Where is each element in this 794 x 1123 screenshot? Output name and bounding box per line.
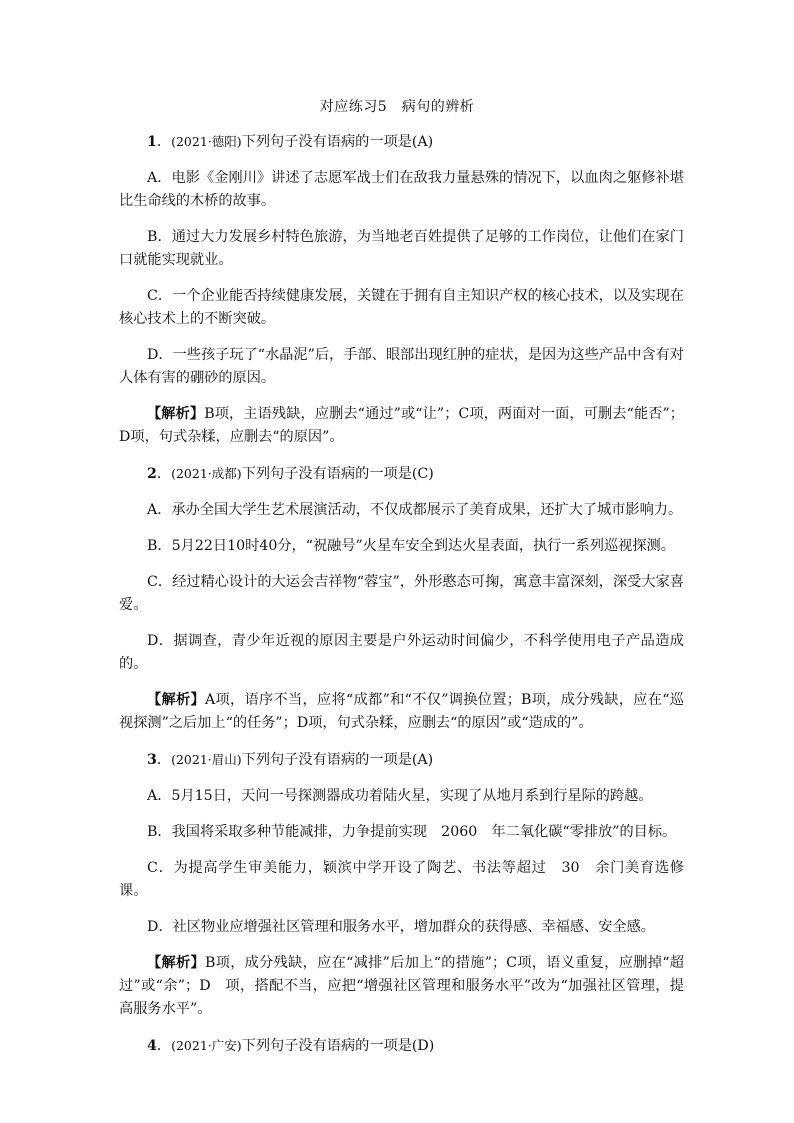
analysis-label: 【解析】 xyxy=(147,955,205,971)
question-text: 下列句子没有语病的一项是(C) xyxy=(241,466,434,482)
question-1-stem: 1．(2021·德阳)下列句子没有语病的一项是(A) xyxy=(147,134,434,150)
option-d: D．据调查，青少年近视的原因主要是户外运动时间偏少，不科学使用电子产品造成的。 xyxy=(119,633,684,672)
question-number: 3 xyxy=(147,752,157,768)
analysis-text: B项，成分残缺，应在“减排”后加上“的措施”；C项，语义重复，应删掉“超过”或“余”；D 项，搭配不当，应把“增强社区管理和服务水平”改为“加强社区管理，提高服务水平”。 xyxy=(119,955,684,1017)
question-number: 2 xyxy=(147,466,157,482)
question-3-stem: 3．(2021·眉山)下列句子没有语病的一项是(A) xyxy=(147,752,434,768)
question-source: (2021·眉山) xyxy=(171,752,242,767)
option-b: B．5月22日10时40分，“祝融号”火星车安全到达火星表面，执行一系列巡视探测。 xyxy=(147,538,675,554)
question-source: (2021·成都) xyxy=(171,466,242,481)
option-c: C．为提高学生审美能力，颖滨中学开设了陶艺、书法等超过 30 余门美育选修课。 xyxy=(119,860,684,899)
question-1-analysis xyxy=(119,403,684,449)
question-2-stem: 2．(2021·成都)下列句子没有语病的一项是(C) xyxy=(147,466,434,482)
option-c: C．经过精心设计的大运会吉祥物“蓉宝”，外形憨态可掬，寓意丰富深刻，深受大家喜爱。 xyxy=(119,574,684,613)
question-list xyxy=(119,130,684,1071)
question-text: 下列句子没有语病的一项是(D) xyxy=(241,1038,435,1054)
question-text: 下列句子没有语病的一项是(A) xyxy=(241,134,434,150)
analysis-label: 【解析】 xyxy=(147,692,205,708)
analysis-label: 【解析】 xyxy=(147,406,205,422)
question-number: 4 xyxy=(147,1038,157,1054)
option-a: A．承办全国大学生艺术展演活动，不仅成都展示了美育成果，还扩大了城市影响力。 xyxy=(147,502,683,518)
question-3-analysis xyxy=(119,952,684,1021)
question-text: 下列句子没有语病的一项是(A) xyxy=(241,752,434,768)
question-number: 1 xyxy=(147,134,157,150)
analysis-text: A项，语序不当，应将“成都”和“不仅”调换位置；B项，成分残缺，应在“巡视探测”之后加上“的任务”；D项，句式杂糅，应删去“的原因”或“造成的”。 xyxy=(119,692,684,731)
option-c: C．一个企业能否持续健康发展，关键在于拥有自主知识产权的核心技术，以及实现在核心技术上的不断突破。 xyxy=(119,288,684,327)
option-d: D．社区物业应增强社区管理和服务水平，增加群众的获得感、幸福感、安全感。 xyxy=(147,919,655,935)
option-b: B．我国将采取多种节能减排，力争提前实现 2060 年二氧化碳“零排放”的目标。 xyxy=(147,824,677,840)
option-d: D．一些孩子玩了“水晶泥”后，手部、眼部出现红肿的症状，是因为这些产品中含有对人体有害的硼砂的原因。 xyxy=(119,347,684,386)
option-a: A．电影《金刚川》讲述了志愿军战士们在敌我力量悬殊的情况下，以血肉之躯修补堪比生命线的木桥的故事。 xyxy=(119,170,684,209)
option-a: A．5月15日，天问一号探测器成功着陆火星，实现了从地月系到行星际的跨越。 xyxy=(147,788,653,804)
page-title: 对应练习5 病句的辨析 xyxy=(319,99,475,115)
option-b: B．通过大力发展乡村特色旅游，为当地老百姓提供了足够的工作岗位，让他们在家门口就能实现就业。 xyxy=(119,229,684,268)
question-4-stem: 4．(2021·广安)下列句子没有语病的一项是(D) xyxy=(147,1038,435,1054)
question-2-analysis xyxy=(119,689,684,735)
question-source: (2021·德阳) xyxy=(171,134,242,149)
analysis-text: B项，主语残缺，应删去“通过”或“让”；C项，两面对一面，可删去“能否”；D项，句式杂糅，应删去“的原因”。 xyxy=(119,406,684,445)
question-source: (2021·广安) xyxy=(171,1038,242,1053)
